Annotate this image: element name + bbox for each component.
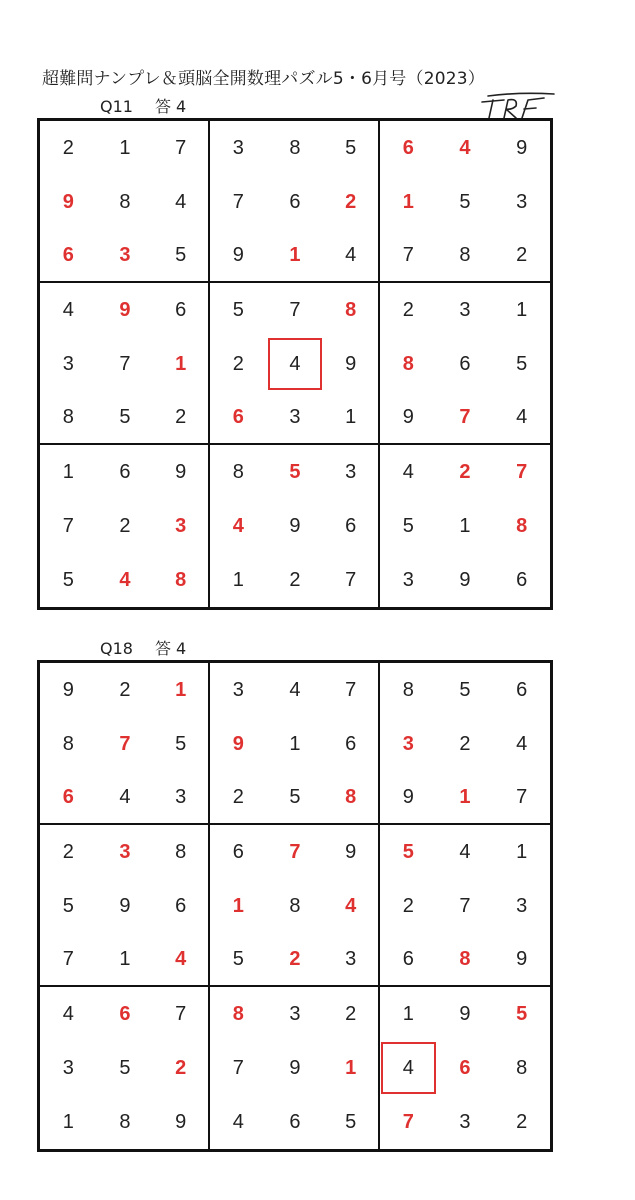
grid-cell: 1 <box>402 1002 414 1025</box>
grid-cell: 1 <box>267 229 324 283</box>
grid-cell: 2 <box>323 175 380 229</box>
grid-cell: 9 <box>493 933 550 987</box>
grid-cell: 2 <box>267 933 324 987</box>
grid-cell: 1 <box>516 840 528 863</box>
grid-cell: 8 <box>232 460 244 483</box>
grid-cell: 1 <box>97 933 154 987</box>
grid-cell: 2 <box>493 229 550 283</box>
grid-cell: 5 <box>62 894 74 917</box>
grid-cell: 9 <box>516 136 528 159</box>
grid-cell: 1 <box>516 298 528 321</box>
grid-cell: 8 <box>289 894 301 917</box>
grid-cell: 5 <box>62 568 74 591</box>
grid-cell: 3 <box>153 771 210 825</box>
grid-cell: 4 <box>323 229 380 283</box>
answer-cell: 4 <box>267 337 324 391</box>
grid-cell: 5 <box>402 514 414 537</box>
grid-cell: 1 <box>232 568 244 591</box>
grid-cell: 7 <box>516 460 528 483</box>
grid-cell: 2 <box>459 732 471 755</box>
puzzle-label-q18 <box>100 636 186 659</box>
grid-cell: 4 <box>119 568 131 591</box>
grid-cell: 6 <box>119 460 131 483</box>
grid-cell: 2 <box>153 1041 210 1095</box>
puzzle-label-q11 <box>100 94 186 117</box>
grid-cell: 8 <box>40 391 97 445</box>
answer-label: 答 4 <box>154 639 187 658</box>
grid-cell: 9 <box>459 568 471 591</box>
grid-cell: 8 <box>437 933 494 987</box>
grid-cell: 7 <box>119 732 131 755</box>
grid-cell: 9 <box>153 445 210 499</box>
grid-cell: 1 <box>153 663 210 717</box>
grid-cell: 5 <box>516 352 528 375</box>
grid-cell: 4 <box>516 732 528 755</box>
grid-cell: 3 <box>267 391 324 445</box>
grid-cell: 4 <box>323 879 380 933</box>
grid-cell: 4 <box>62 1002 74 1025</box>
grid-cell: 5 <box>289 460 301 483</box>
grid-cell: 1 <box>437 771 494 825</box>
grid-cell: 6 <box>210 391 267 445</box>
grid-cell: 5 <box>267 771 324 825</box>
grid-cell: 4 <box>232 514 244 537</box>
grid-cell: 9 <box>323 337 380 391</box>
grid-cell: 3 <box>323 445 380 499</box>
grid-cell: 8 <box>232 1002 244 1025</box>
grid-cell: 7 <box>119 352 131 375</box>
grid-cell: 9 <box>153 1095 210 1149</box>
grid-cell: 7 <box>437 391 494 445</box>
page-title: 超難問ナンプレ＆頭脳全開数理パズル5・6月号（2023） <box>42 69 485 89</box>
grid-cell: 8 <box>119 190 131 213</box>
grid-cell: 4 <box>153 933 210 987</box>
sudoku-grid-q11 <box>37 118 553 610</box>
grid-cell: 9 <box>380 771 437 825</box>
grid-cell: 7 <box>40 933 97 987</box>
grid-cell: 8 <box>323 283 380 337</box>
grid-cell: 3 <box>232 136 244 159</box>
grid-cell: 9 <box>459 1002 471 1025</box>
grid-cell: 6 <box>459 1056 471 1079</box>
grid-cell: 8 <box>323 771 380 825</box>
grid-cell: 7 <box>153 987 210 1041</box>
grid-cell: 6 <box>289 190 301 213</box>
grid-cell: 1 <box>323 391 380 445</box>
grid-cell: 1 <box>153 337 210 391</box>
grid-cell: 4 <box>232 1110 244 1133</box>
grid-cell: 7 <box>380 229 437 283</box>
grid-cell: 8 <box>402 352 414 375</box>
grid-cell: 9 <box>62 678 74 701</box>
grid-cell: 3 <box>323 933 380 987</box>
grid-cell: 6 <box>323 499 380 553</box>
grid-cell: 2 <box>516 1110 528 1133</box>
grid-cell: 7 <box>289 840 301 863</box>
grid-cell: 3 <box>402 568 414 591</box>
grid-cell: 9 <box>62 190 74 213</box>
grid-cell: 6 <box>153 879 210 933</box>
grid-cell: 3 <box>62 1056 74 1079</box>
grid-cell: 6 <box>153 283 210 337</box>
grid-cell: 9 <box>119 894 131 917</box>
grid-cell: 4 <box>459 136 471 159</box>
grid-cell: 4 <box>97 771 154 825</box>
grid-cell: 8 <box>516 514 528 537</box>
grid-cell: 5 <box>210 933 267 987</box>
grid-cell: 4 <box>493 391 550 445</box>
grid-cell: 7 <box>493 771 550 825</box>
grid-cell: 3 <box>289 1002 301 1025</box>
signature-mark <box>478 88 558 122</box>
grid-cell: 8 <box>62 732 74 755</box>
grid-cell: 1 <box>62 1110 74 1133</box>
grid-cell: 3 <box>119 840 131 863</box>
grid-cell: 8 <box>402 678 414 701</box>
puzzle-id: Q11 <box>100 97 133 116</box>
grid-cell: 7 <box>153 121 210 175</box>
grid-cell: 3 <box>516 190 528 213</box>
grid-cell: 6 <box>232 840 244 863</box>
grid-cell: 5 <box>459 678 471 701</box>
grid-cell: 2 <box>62 136 74 159</box>
grid-cell: 1 <box>289 732 301 755</box>
grid-cell: 1 <box>323 1041 380 1095</box>
grid-cell: 7 <box>232 190 244 213</box>
grid-cell: 8 <box>153 825 210 879</box>
grid-cell: 2 <box>402 298 414 321</box>
grid-cell: 8 <box>289 136 301 159</box>
grid-cell: 7 <box>232 1056 244 1079</box>
grid-cell: 8 <box>153 553 210 607</box>
grid-cell: 1 <box>402 190 414 213</box>
grid-cell: 5 <box>323 121 380 175</box>
grid-cell: 3 <box>153 499 210 553</box>
grid-cell: 9 <box>289 1056 301 1079</box>
grid-cell: 3 <box>516 894 528 917</box>
grid-cell: 2 <box>459 460 471 483</box>
grid-cell: 2 <box>210 771 267 825</box>
grid-cell: 9 <box>289 514 301 537</box>
grid-cell: 3 <box>459 298 471 321</box>
grid-cell: 6 <box>516 568 528 591</box>
grid-cell: 9 <box>119 298 131 321</box>
grid-cell: 7 <box>323 663 380 717</box>
grid-cell: 5 <box>402 840 414 863</box>
grid-cell: 2 <box>232 352 244 375</box>
grid-cell: 1 <box>119 136 131 159</box>
grid-cell: 6 <box>289 1110 301 1133</box>
grid-cell: 5 <box>516 1002 528 1025</box>
grid-cell: 6 <box>402 136 414 159</box>
grid-cell: 1 <box>62 460 74 483</box>
grid-cell: 2 <box>119 514 131 537</box>
grid-cell: 5 <box>232 298 244 321</box>
grid-cell: 1 <box>459 514 471 537</box>
answer-cell: 4 <box>380 1041 437 1095</box>
grid-cell: 4 <box>289 678 301 701</box>
grid-cell: 6 <box>119 1002 131 1025</box>
grid-cell: 5 <box>97 391 154 445</box>
puzzle-id: Q18 <box>100 639 133 658</box>
grid-cell: 6 <box>323 717 380 771</box>
grid-cell: 1 <box>232 894 244 917</box>
grid-cell: 2 <box>153 391 210 445</box>
grid-cell: 3 <box>97 229 154 283</box>
grid-cell: 6 <box>459 352 471 375</box>
grid-cell: 5 <box>323 1095 380 1149</box>
grid-cell: 9 <box>210 229 267 283</box>
grid-cell: 7 <box>402 1110 414 1133</box>
grid-cell: 2 <box>62 840 74 863</box>
grid-cell: 5 <box>119 1056 131 1079</box>
grid-cell: 9 <box>232 732 244 755</box>
grid-cell: 2 <box>323 987 380 1041</box>
grid-cell: 5 <box>153 229 210 283</box>
grid-cell: 5 <box>153 717 210 771</box>
grid-cell: 4 <box>62 298 74 321</box>
grid-cell: 6 <box>40 771 97 825</box>
grid-cell: 8 <box>437 229 494 283</box>
grid-cell: 3 <box>402 732 414 755</box>
grid-cell: 7 <box>289 298 301 321</box>
grid-cell: 6 <box>40 229 97 283</box>
grid-cell: 8 <box>516 1056 528 1079</box>
grid-cell: 9 <box>323 825 380 879</box>
grid-cell: 3 <box>62 352 74 375</box>
grid-cell: 2 <box>402 894 414 917</box>
grid-cell: 7 <box>323 553 380 607</box>
grid-cell: 6 <box>380 933 437 987</box>
sudoku-grid-q18 <box>37 660 553 1152</box>
grid-cell: 7 <box>62 514 74 537</box>
grid-cell: 3 <box>232 678 244 701</box>
grid-cell: 4 <box>402 460 414 483</box>
answer-label: 答 4 <box>154 97 187 116</box>
grid-cell: 7 <box>459 894 471 917</box>
grid-cell: 6 <box>516 678 528 701</box>
grid-cell: 4 <box>459 840 471 863</box>
grid-cell: 2 <box>289 568 301 591</box>
grid-cell: 3 <box>459 1110 471 1133</box>
grid-cell: 2 <box>119 678 131 701</box>
grid-cell: 4 <box>153 175 210 229</box>
grid-cell: 5 <box>459 190 471 213</box>
grid-cell: 8 <box>119 1110 131 1133</box>
grid-cell: 9 <box>380 391 437 445</box>
